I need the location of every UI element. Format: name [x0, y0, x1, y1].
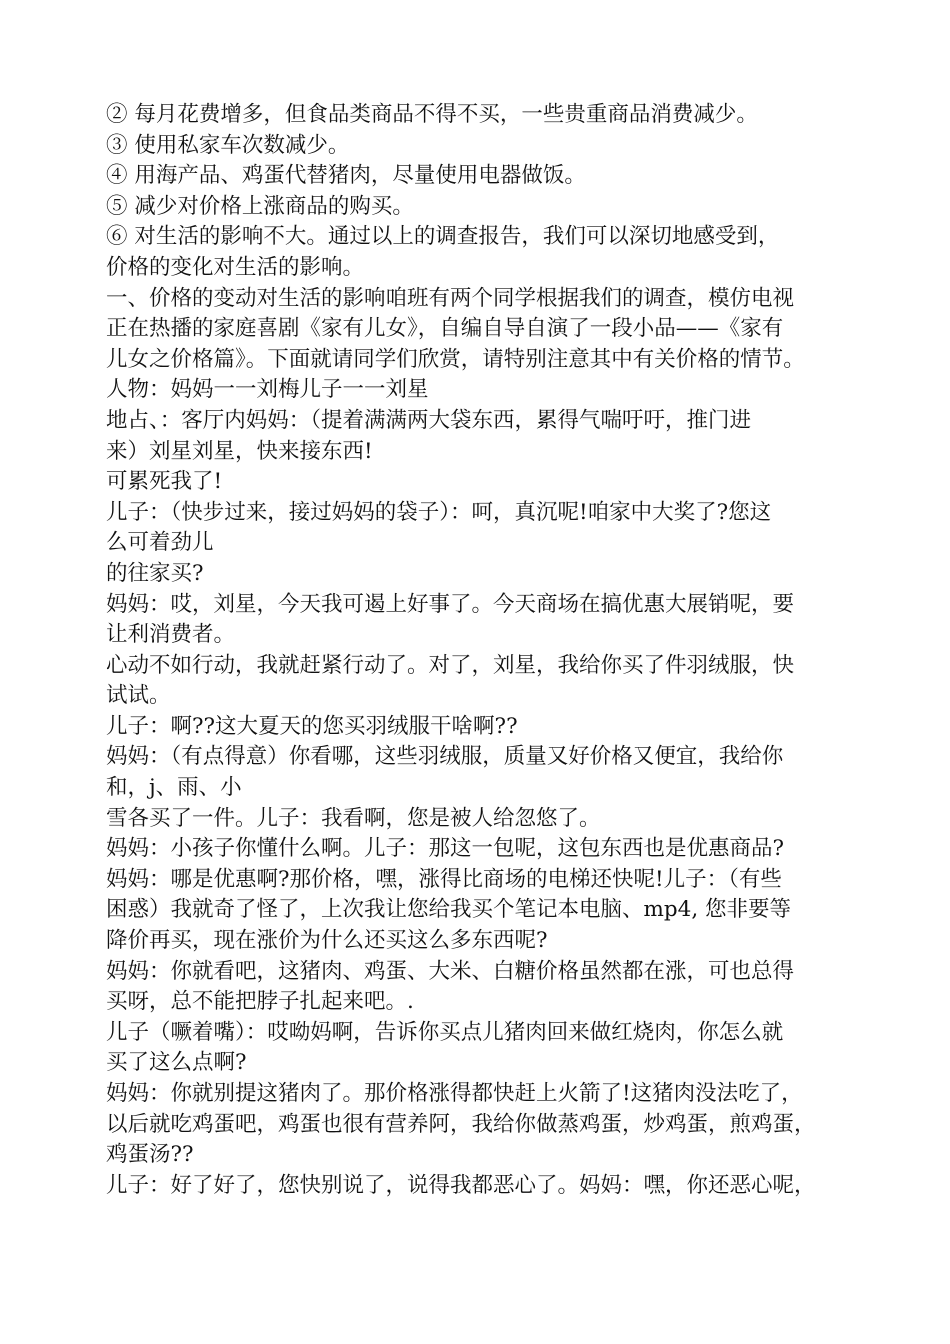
text-line: 买呀，总不能把脖子扎起来吧。.: [106, 989, 414, 1015]
text-line: 儿女之价格篇》。下面就请同学们欣赏，请特别注意其中有关价格的情节。: [106, 346, 805, 372]
text-line: 妈妈：（有点得意）你看哪，这些羽绒服，质量又好价格又便宜，我给你: [106, 744, 784, 770]
text-line: 价格的变化对生活的影响。: [106, 254, 365, 280]
text-line: 让利消费者。: [106, 622, 236, 648]
text-line: ③ 使用私家车次数减少。: [106, 132, 350, 158]
text-line: 以后就吃鸡蛋吧，鸡蛋也很有营养阿，我给你做蒸鸡蛋，炒鸡蛋，煎鸡蛋，: [106, 1111, 816, 1137]
text-line: 儿子：啊??这大夏天的您买羽绒服干啥啊??: [106, 713, 518, 739]
text-line: 地占、：客厅内妈妈：（提着满满两大袋东西，累得气喘吁吁，推门进: [106, 407, 752, 433]
text-line: 的往家买?: [106, 560, 204, 586]
text-line: 鸡蛋汤??: [106, 1142, 194, 1168]
text-line: 么可着劲儿: [106, 530, 214, 556]
text-line: 雪各买了一件。儿子：我看啊，您是被人给忽悠了。: [106, 805, 601, 831]
text-line: 妈妈：哪是优惠啊?那价格，嘿，涨得比商场的电梯还快呢!儿子：（有些: [106, 866, 782, 892]
text-line: 心动不如行动，我就赶紧行动了。对了，刘星，我给你买了件羽绒服，快: [106, 652, 795, 678]
text-line: 妈妈：你就别提这猪肉了。那价格涨得都快赶上火箭了!这猪肉没法吃了，: [106, 1081, 803, 1106]
text-line: ⑥ 对生活的影响不大。通过以上的调查报告，我们可以深切地感受到，: [106, 224, 780, 250]
text-line: ⑤ 减少对价格上涨商品的购买。: [106, 193, 414, 219]
text-line: ④ 用海产品、鸡蛋代替猪肉，尽量使用电器做饭。: [106, 163, 586, 189]
text-line: 人物：妈妈一一刘梅儿子一一刘星: [106, 377, 429, 403]
text-line: 妈妈：哎，刘星，今天我可遏上好事了。今天商场在搞优惠大展销呢，要: [106, 591, 795, 617]
text-line: 儿子（噘着嘴）：哎呦妈啊，告诉你买点儿猪肉回来做红烧肉，你怎么就: [106, 1019, 784, 1045]
text-line: 一、价格的变动对生活的影响咱班有两个同学根据我们的调查，模仿电视: [106, 285, 795, 311]
text-line: 妈妈：小孩子你懂什么啊。儿子：那这一包呢，这包东西也是优惠商品?: [106, 836, 785, 862]
text-line: 儿子：好了好了，您快别说了，说得我都恶心了。妈妈：嘿，你还恶心呢，: [106, 1172, 816, 1198]
text-line: 正在热播的家庭喜剧《家有儿女》，自编自导自演了一段小品——《家有: [106, 316, 784, 342]
text-line: 困惑）我就奇了怪了，上次我让您给我买个笔记本电脑、mp4, 您非要等: [106, 897, 792, 923]
text-line: ② 每月花费增多，但食品类商品不得不买，一些贵重商品消费减少。: [106, 102, 758, 127]
text-line: 降价再买，现在涨价为什么还买这么多东西呢?: [106, 928, 548, 954]
text-line: 来）刘星刘星，快来接东西!: [106, 438, 373, 464]
text-line: 和，j、雨、小: [106, 775, 242, 801]
text-line: 儿子：（快步过来，接过妈妈的袋子）：呵，真沉呢!咱家中大奖了?您这: [106, 499, 772, 525]
text-line: 试试。: [106, 683, 171, 709]
text-line: 妈妈：你就看吧，这猪肉、鸡蛋、大米、白糖价格虽然都在涨，可也总得: [106, 958, 795, 984]
document-body: [106, 100, 876, 1201]
text-line: 买了这么点啊?: [106, 1050, 247, 1076]
text-line: 可累死我了!: [106, 469, 223, 495]
